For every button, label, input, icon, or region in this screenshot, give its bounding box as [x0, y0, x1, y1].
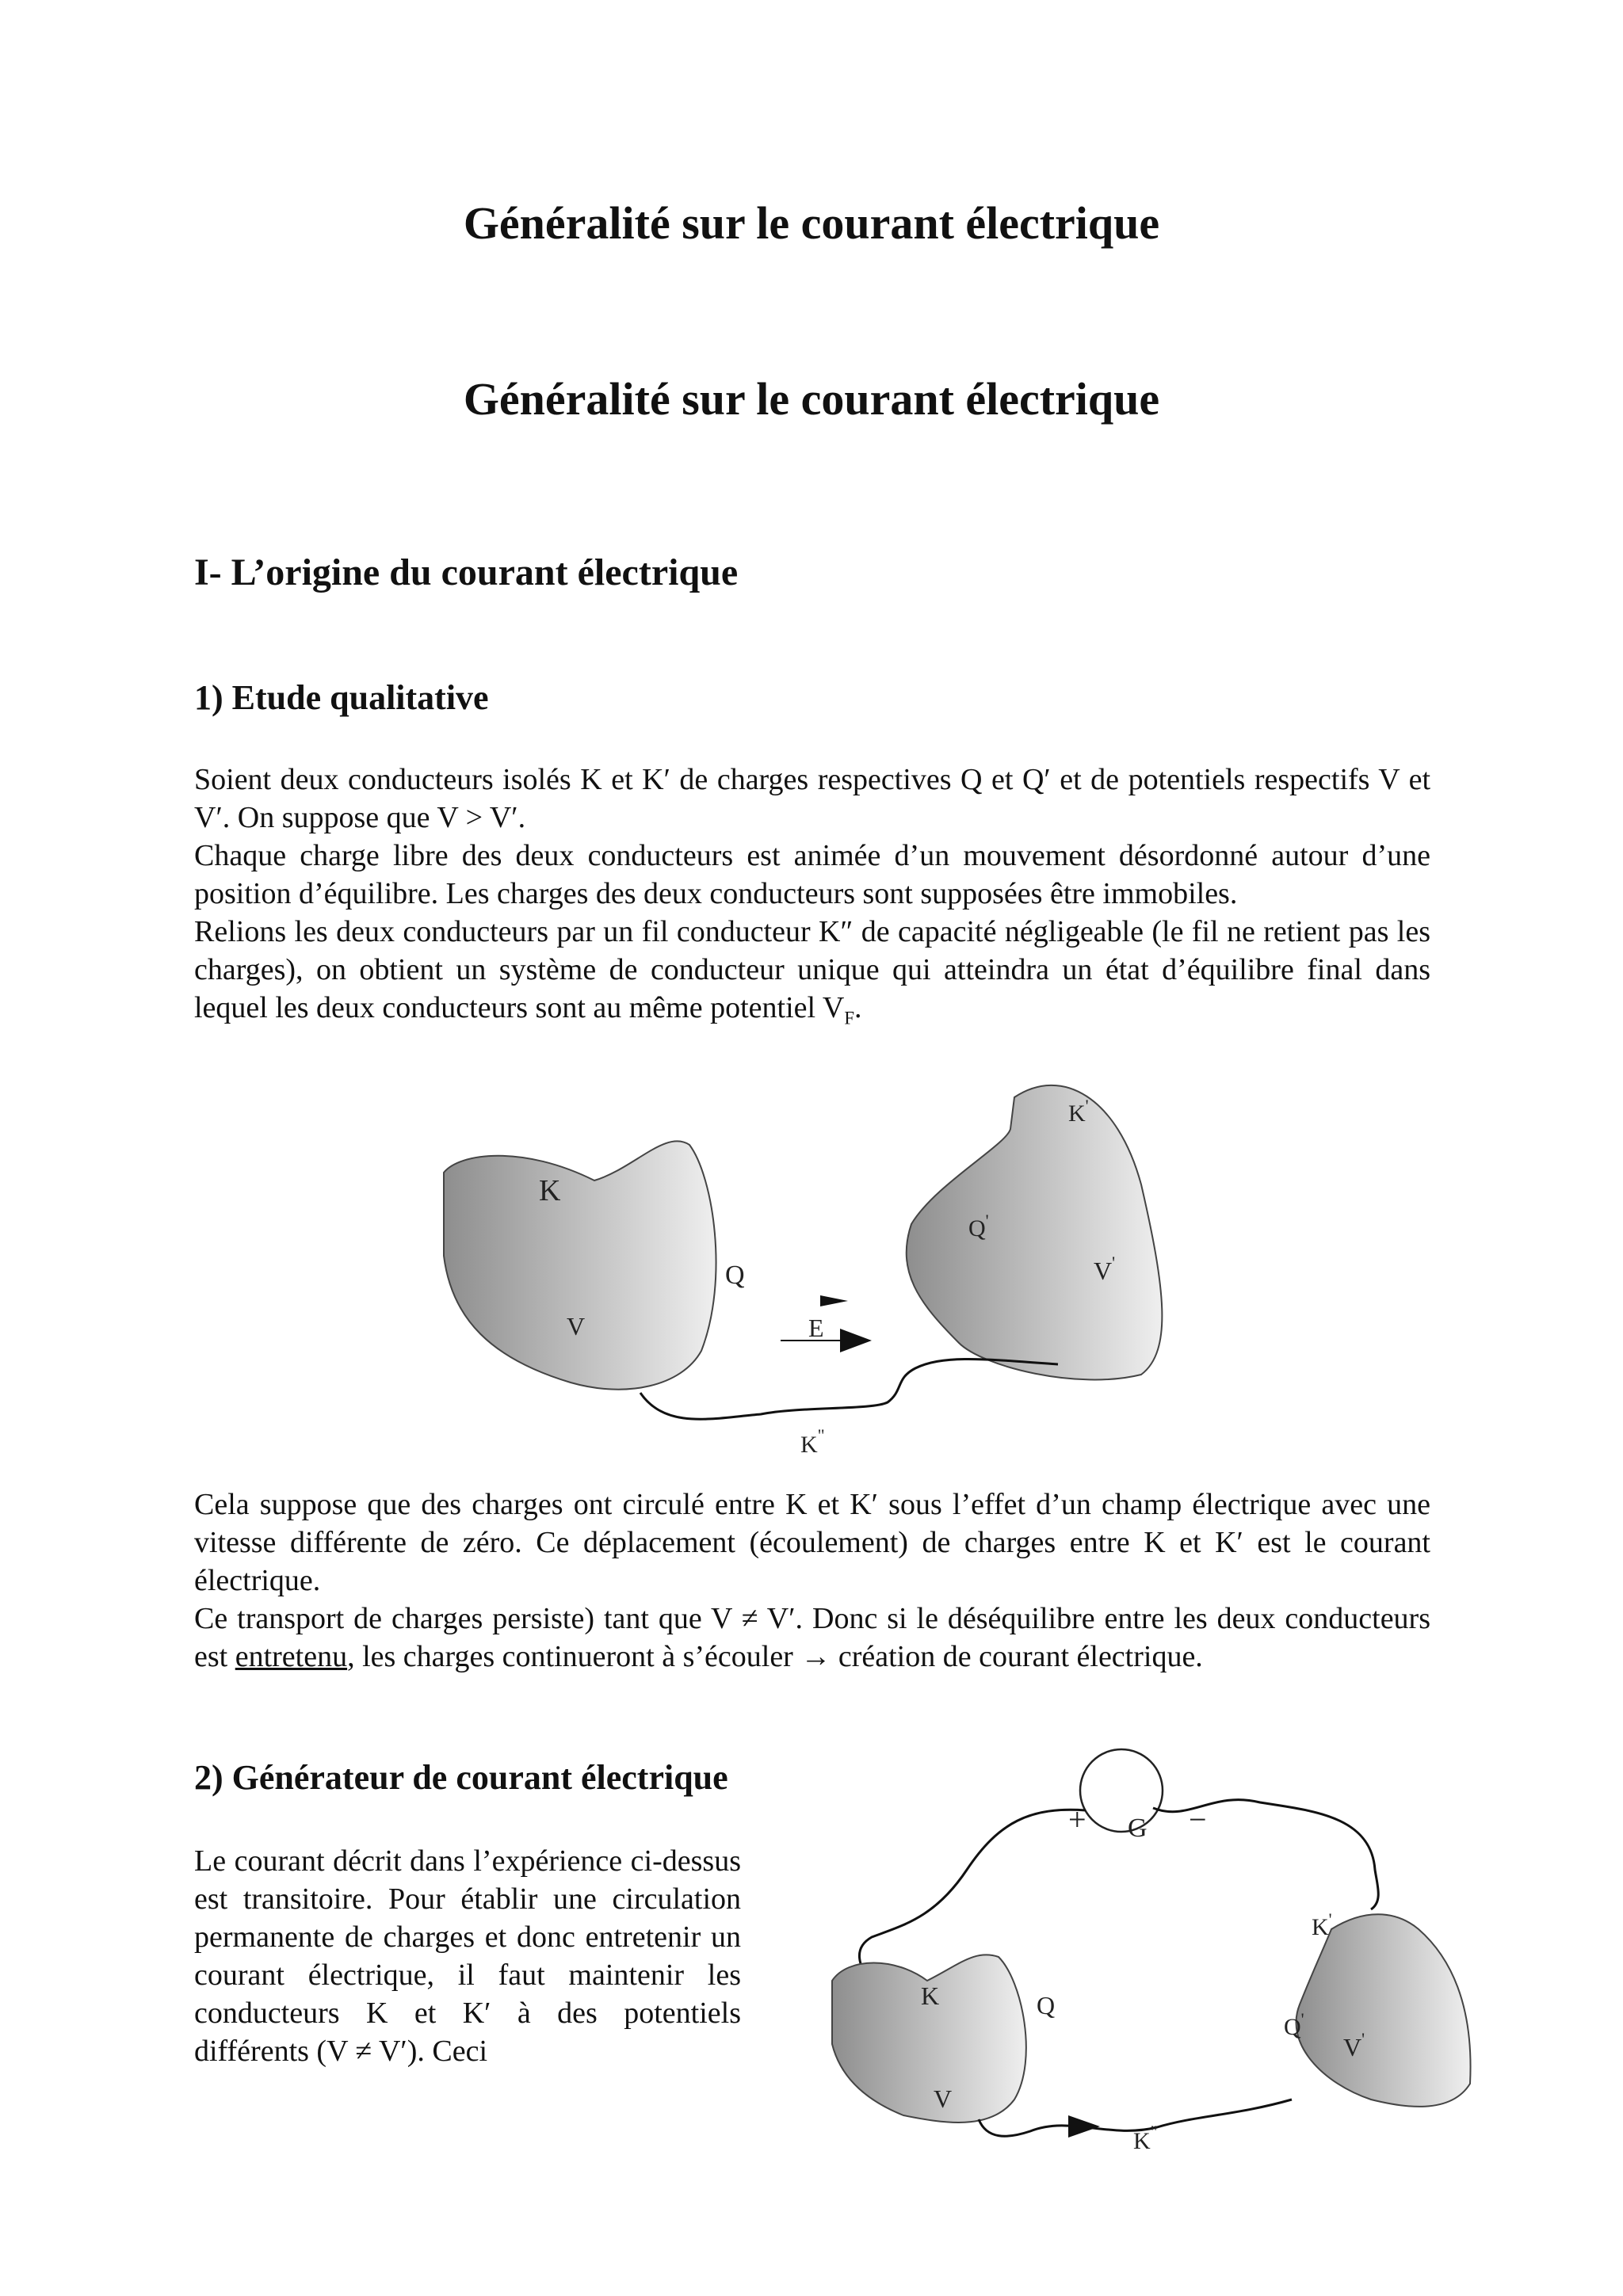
paragraph-line: Soient deux conducteurs isolés K et K′ de charges respectives Q et Q′ et de potentiels respectifs V et V′. On suppose que V > V′.: [194, 763, 1430, 834]
conductor-k-prime-shape: [1296, 1914, 1471, 2107]
label-k-prime: K': [1068, 1096, 1089, 1127]
paragraph-current-definition: [194, 1486, 1430, 1676]
subsection-heading-generator: 2) Générateur de courant électrique: [194, 1758, 728, 1797]
conductor-k-shape: [832, 1955, 1026, 2122]
label-wire: K": [1133, 2122, 1158, 2154]
label-v-prime: V': [1094, 1253, 1116, 1285]
page-title: Généralité sur le courant électrique: [463, 197, 1160, 249]
label-q: Q: [725, 1261, 745, 1290]
conductor-wire: [640, 1360, 1058, 1420]
label-v-prime: V': [1343, 2029, 1365, 2061]
current-arrow: [1068, 2115, 1100, 2138]
page-title-repeat: Généralité sur le courant électrique: [463, 373, 1160, 425]
field-vector-head: [820, 1295, 848, 1306]
label-v: V: [934, 2084, 953, 2113]
label-minus: −: [1189, 1802, 1207, 1837]
label-k: K: [539, 1174, 561, 1207]
paragraph-qualitative: [194, 761, 1430, 1038]
figure-generator-circuit: [816, 1743, 1482, 2155]
label-plus: +: [1068, 1802, 1086, 1837]
label-v: V: [567, 1312, 586, 1341]
paragraph-text: , les charges continueront à s’écouler → création de courant électrique.: [347, 1640, 1203, 1673]
paragraph-text: Ce transport de charges persiste) tant que V ≠ V′. Donc si le déséquilibre entre les deux conducteurs est: [194, 1602, 1430, 1673]
label-e: E: [808, 1314, 824, 1342]
figure-conductors-connected: [428, 1081, 1252, 1478]
section-heading-origin: I- L’origine du courant électrique: [194, 551, 739, 593]
label-k-prime: K': [1312, 1909, 1332, 1940]
conductor-k-shape: [444, 1141, 716, 1389]
label-g: G: [1128, 1814, 1148, 1843]
generator-circle: [1080, 1749, 1163, 1832]
field-vector-arrow: [840, 1329, 872, 1352]
paragraph-end: .: [854, 991, 862, 1024]
wire-right: [1153, 1800, 1378, 1909]
label-q-prime: Q': [1284, 2009, 1304, 2040]
paragraph-line: Chaque charge libre des deux conducteurs est animée d’un mouvement désordonné autour d’une position d’équilibre. Les charges des deux conducteurs sont supposées être immobiles.: [194, 839, 1430, 910]
underlined-word: entretenu: [235, 1640, 348, 1673]
label-q: Q: [1037, 1991, 1056, 2019]
label-wire: K": [800, 1425, 825, 1458]
paragraph-line: [194, 1600, 1430, 1676]
paragraph-line: [194, 913, 1430, 1038]
subscript-f: F: [844, 1008, 854, 1028]
conductor-k-prime-shape: [907, 1085, 1163, 1380]
label-q-prime: Q': [968, 1211, 989, 1241]
paragraph-line: Cela suppose que des charges ont circulé entre K et K′ sous l’effet d’un champ électrique avec une vitesse différente de zéro. Ce déplacement (écoulement) de charges entre K et K′ est le courant électrique.: [194, 1488, 1430, 1597]
paragraph-generator: Le courant décrit dans l’expérience ci-dessus est transitoire. Pour établir une circulation permanente de charges et donc entretenir un courant électrique, il faut maintenir les conducteurs K et K′ à des potentiels différents (V ≠ V′). Ceci: [194, 1844, 741, 2068]
label-k: K: [921, 1981, 940, 2010]
subsection-heading-qualitative: 1) Etude qualitative: [194, 678, 489, 717]
paragraph-text: Relions les deux conducteurs par un fil conducteur K″ de capacité négligeable (le fil ne retient pas les charges), on obtient un système de conducteur unique qui atteindra un état d’équilibre final dans lequel les deux conducteurs sont au même potentiel V: [194, 915, 1430, 1024]
